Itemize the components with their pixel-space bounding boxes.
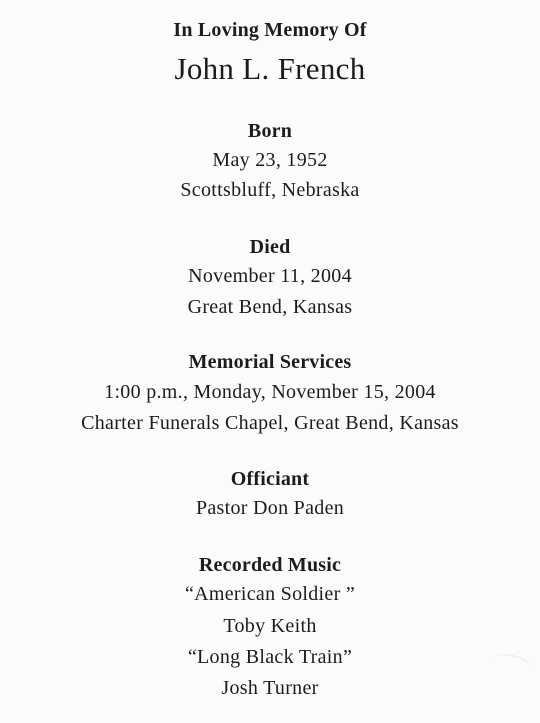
died-date: November 11, 2004 — [188, 265, 352, 287]
music-artist-1: Toby Keith — [223, 615, 317, 637]
deceased-name: John L. French — [174, 51, 366, 86]
officiant-heading: Officiant — [230, 468, 310, 490]
born-heading: Born — [247, 120, 293, 142]
music-title-1: “American Soldier ” — [184, 583, 356, 605]
intro-heading: In Loving Memory Of — [173, 19, 367, 41]
services-when: 1:00 p.m., Monday, November 15, 2004 — [104, 381, 436, 403]
services-where: Charter Funerals Chapel, Great Bend, Kansas — [81, 412, 459, 434]
died-heading: Died — [249, 236, 291, 258]
born-date: May 23, 1952 — [212, 149, 328, 171]
services-heading: Memorial Services — [188, 351, 352, 373]
officiant-name: Pastor Don Paden — [195, 497, 345, 519]
music-title-2: “Long Black Train” — [187, 646, 353, 668]
born-place: Scottsbluff, Nebraska — [180, 179, 360, 201]
music-artist-2: Josh Turner — [221, 677, 319, 699]
music-heading: Recorded Music — [198, 554, 342, 576]
died-place: Great Bend, Kansas — [187, 296, 353, 318]
